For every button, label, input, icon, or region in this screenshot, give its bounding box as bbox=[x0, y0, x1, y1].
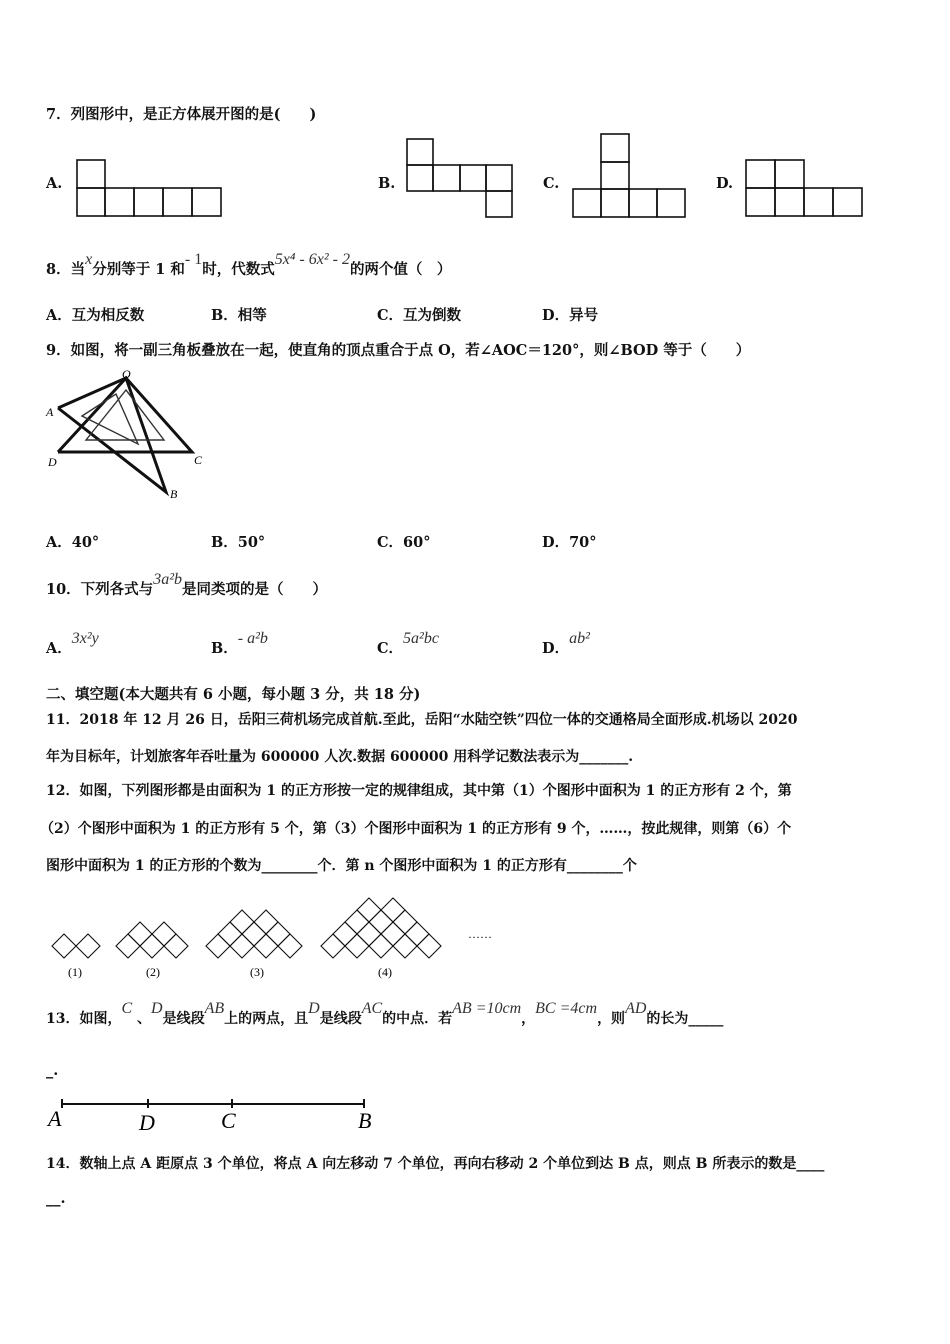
q9-option-c: C．60° bbox=[377, 534, 431, 551]
q10-prefix: 10．下列各式与 bbox=[46, 581, 154, 598]
q12-diamond-square bbox=[230, 934, 254, 958]
q9-label-o: O bbox=[122, 367, 131, 381]
q10-expression: 3a²b bbox=[153, 571, 182, 588]
q13-line-2: _. bbox=[46, 1062, 59, 1079]
q10-option-a-letter: A． bbox=[46, 640, 72, 657]
q8-neg-one: - 1 bbox=[184, 251, 203, 268]
q12-diamond-square bbox=[152, 922, 176, 946]
q7-option-b-label: B. bbox=[378, 175, 396, 192]
q10-option-a bbox=[46, 630, 99, 658]
q9-label-b: B bbox=[170, 487, 178, 501]
q12-diamond-square bbox=[76, 934, 100, 958]
q11-line-1: 11．2018 年 12 月 26 日，岳阳三荷机场完成首航.至此，岳阳“水陆空铁”四位一体的交通格局全面形成.机场以 2020 bbox=[46, 712, 798, 728]
q8-stem bbox=[46, 251, 452, 279]
q13-stem bbox=[46, 1000, 724, 1028]
q8-mid1: 分别等于 1 和 bbox=[92, 261, 185, 278]
q8-expression: 5x⁴ - 6x² - 2 bbox=[274, 251, 350, 268]
q12-pattern-figure bbox=[46, 886, 516, 982]
q13-p3: 上的两点，且 bbox=[224, 1011, 309, 1027]
q7-net-a bbox=[76, 159, 222, 217]
q10-option-c bbox=[377, 630, 439, 658]
q13-point-c: C bbox=[221, 1108, 236, 1133]
q13-sep: 、 bbox=[137, 1011, 152, 1027]
q10-suffix: 是同类项的是（ ） bbox=[181, 581, 327, 598]
q12-diamond-square bbox=[140, 934, 164, 958]
q13-segment-figure bbox=[44, 1092, 384, 1134]
q12-fig-label-3: (3) bbox=[250, 965, 264, 979]
q13-p6: ，则 bbox=[597, 1011, 626, 1027]
q10-stem bbox=[46, 571, 327, 599]
q8-suffix: 的两个值（ ） bbox=[349, 261, 452, 278]
q12-diamond-square bbox=[164, 934, 188, 958]
q13-point-b: B bbox=[358, 1108, 372, 1133]
q12-diamond-square bbox=[345, 910, 369, 934]
q14-line-1: 14．数轴上点 A 距原点 3 个单位，将点 A 向左移动 7 个单位，再向右移动 2 个单位到达 B 点，则点 B 所表示的数是____ bbox=[46, 1156, 825, 1172]
q10-option-c-letter: C． bbox=[377, 640, 404, 657]
q11-line-2: 年为目标年，计划旅客年吞吐量为 600000 人次.数据 600000 用科学记数法表示为_______. bbox=[46, 749, 634, 765]
q8-option-b: B．相等 bbox=[211, 307, 267, 324]
q12-diamond-square bbox=[321, 934, 345, 958]
q7-option-c-label: C. bbox=[543, 175, 560, 192]
q10-option-b-expr: - a²b bbox=[237, 630, 268, 647]
q12-diamond-square bbox=[218, 922, 242, 946]
q13-comma: ， bbox=[521, 1011, 536, 1027]
q7-net-b bbox=[406, 138, 514, 218]
q13-eq2: BC =4cm bbox=[535, 1000, 598, 1017]
q8-prefix: 8．当 bbox=[46, 261, 86, 278]
q10-option-d-expr: ab² bbox=[569, 630, 590, 647]
q12-diamond-square bbox=[333, 922, 357, 946]
q12-diamond-square bbox=[278, 934, 302, 958]
q12-line-2: （2）个图形中面积为 1 的正方形有 5 个，第（3）个图形中面积为 1 的正方形有 9 个，……，按此规律，则第（6）个 bbox=[40, 821, 792, 837]
q12-diamond-square bbox=[254, 910, 278, 934]
q13-ad: AD bbox=[625, 1000, 647, 1017]
q13-p1: 13．如图， bbox=[46, 1011, 122, 1027]
q12-diamond-square bbox=[52, 934, 76, 958]
q12-fig-label-4: (4) bbox=[378, 965, 392, 979]
q9-label-c: C bbox=[194, 453, 203, 467]
q13-p2: 是线段 bbox=[162, 1011, 205, 1027]
q8-mid2: 时，代数式 bbox=[202, 261, 275, 278]
q7-net-c bbox=[572, 133, 687, 218]
q10-option-b-letter: B． bbox=[211, 640, 238, 657]
q12-diamond-square bbox=[230, 910, 254, 934]
q10-option-a-expr: 3x²y bbox=[71, 630, 99, 647]
q13-c: C bbox=[121, 1000, 133, 1017]
q12-ellipsis: …… bbox=[468, 927, 492, 941]
q8-option-a: A．互为相反数 bbox=[46, 307, 145, 324]
q12-diamond-square bbox=[405, 922, 429, 946]
q12-diamond-square bbox=[381, 922, 405, 946]
q10-option-d bbox=[542, 630, 590, 658]
q10-option-b bbox=[211, 630, 268, 658]
q12-diamond-square bbox=[357, 922, 381, 946]
q9-label-a: A bbox=[46, 405, 54, 419]
q12-diamond-square bbox=[369, 934, 393, 958]
q12-line-1: 12．如图，下列图形都是由面积为 1 的正方形按一定的规律组成，其中第（1）个图形中面积为 1 的正方形有 2 个，第 bbox=[46, 783, 792, 799]
q7-option-a-label: A. bbox=[46, 175, 63, 192]
q13-ab: AB bbox=[204, 1000, 225, 1017]
q8-var-x: x bbox=[85, 251, 93, 268]
q13-point-a: A bbox=[48, 1106, 62, 1131]
q13-ac: AC bbox=[361, 1000, 383, 1017]
q12-diamond-square bbox=[266, 922, 290, 946]
q13-p7: 的长为_____ bbox=[646, 1011, 724, 1027]
q7-stem: 7．列图形中，是正方体展开图的是( ) bbox=[46, 106, 317, 123]
q12-diamond-square bbox=[417, 934, 441, 958]
q9-option-a: A．40° bbox=[46, 534, 100, 551]
q14-line-2: __. bbox=[46, 1190, 66, 1207]
q12-diamond-square bbox=[116, 934, 140, 958]
q9-option-d: D．70° bbox=[542, 534, 597, 551]
q12-line-3: 图形中面积为 1 的正方形的个数为________个．第 n 个图形中面积为 1 的正方形有________个 bbox=[46, 858, 637, 874]
q12-diamond-square bbox=[242, 922, 266, 946]
q10-option-d-letter: D． bbox=[542, 640, 570, 657]
q12-diamond-square bbox=[254, 934, 278, 958]
q12-diamond-square bbox=[393, 910, 417, 934]
q12-diamond-square bbox=[128, 922, 152, 946]
q7-option-d-label: D. bbox=[716, 175, 734, 192]
q12-fig-label-2: (2) bbox=[146, 965, 160, 979]
q9-option-b: B．50° bbox=[211, 534, 266, 551]
q8-option-d: D．异号 bbox=[542, 307, 599, 324]
q13-point-d: D bbox=[139, 1110, 155, 1135]
q12-diamond-square bbox=[206, 934, 230, 958]
q9-triangle-figure bbox=[44, 366, 214, 506]
q12-diamond-square bbox=[369, 910, 393, 934]
section-2-heading: 二、填空题(本大题共有 6 小题，每小题 3 分，共 18 分) bbox=[46, 686, 421, 703]
q12-fig-label-1: (1) bbox=[68, 965, 82, 979]
q7-net-d bbox=[745, 159, 865, 217]
q13-p5: 的中点．若 bbox=[382, 1011, 453, 1027]
q13-eq1: AB =10cm bbox=[452, 1000, 522, 1017]
q13-d2: D bbox=[308, 1000, 320, 1017]
q12-diamond-square bbox=[393, 934, 417, 958]
q13-d: D bbox=[151, 1000, 163, 1017]
q12-diamond-square bbox=[381, 898, 405, 922]
q9-stem: 9．如图，将一副三角板叠放在一起，使直角的顶点重合于点 O，若∠AOC＝120°，则∠BOD 等于（ ） bbox=[46, 342, 751, 359]
q9-label-d: D bbox=[48, 455, 57, 469]
q12-diamond-square bbox=[345, 934, 369, 958]
q12-diamond-square bbox=[357, 898, 381, 922]
q8-option-c: C．互为倒数 bbox=[377, 307, 462, 324]
q13-p4: 是线段 bbox=[319, 1011, 362, 1027]
q10-option-c-expr: 5a²bc bbox=[403, 630, 439, 647]
